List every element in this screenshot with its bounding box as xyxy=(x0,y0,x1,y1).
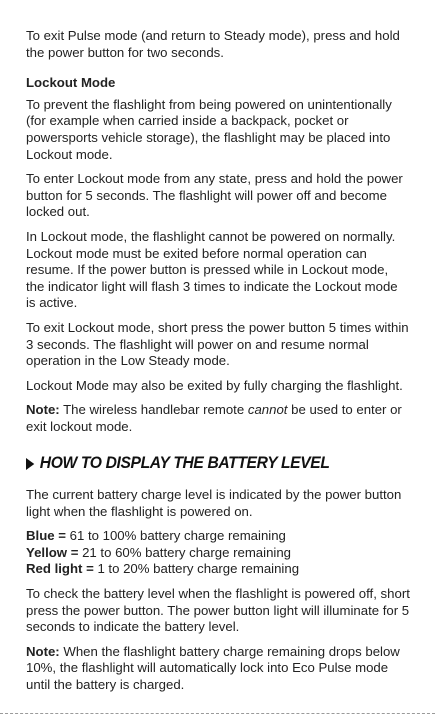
battery-note xyxy=(26,644,410,694)
lockout-paragraph-3: In Lockout mode, the flashlight cannot be powered on normally. Lockout mode must be exited before normal operation can resume. If the power button is pressed while in Lockout mode, the indicator light will flash 3 times to indicate the Lockout mode is active. xyxy=(26,228,398,311)
lockout-note-emphasis: cannot xyxy=(247,402,288,418)
battery-paragraph-1: The current battery charge level is indicated by the power button light when the flashlight is powered on. xyxy=(26,487,402,519)
lockout-note-text-2: be used to enter or exit lockout mode. xyxy=(26,402,402,434)
bottom-divider xyxy=(0,713,435,714)
battery-section-title-text: HOW TO DISPLAY THE BATTERY LEVEL xyxy=(39,453,330,473)
battery-paragraph-2: To check the battery level when the flashlight is powered off, short press the power button. The power button light will illuminate for 5 seconds to indicate the battery level. xyxy=(26,586,410,635)
pulse-exit-paragraph: To exit Pulse mode (and return to Steady mode), press and hold the power button for two seconds. xyxy=(26,28,400,60)
battery-level-yellow xyxy=(26,545,410,562)
lockout-note xyxy=(26,402,410,435)
battery-level-red xyxy=(26,561,410,578)
battery-level-list xyxy=(26,528,410,578)
manual-page xyxy=(26,28,410,702)
lockout-paragraph-4: To exit Lockout mode, short press the power button 5 times within 3 seconds. The flashlight will power on and resume normal operation in the Low Steady mode. xyxy=(26,319,409,369)
battery-level-text: 21 to 60% battery charge remaining xyxy=(82,544,292,560)
lockout-paragraph-2: To enter Lockout mode from any state, press and hold the power button for 5 seconds. The flashlight will power off and become locked out. xyxy=(26,171,403,220)
lockout-paragraph-1: To prevent the flashlight from being powered on unintentionally (for example when carried inside a backpack, pocket or powersports vehicle storage), the flashlight may be placed into Lockout mode. xyxy=(26,96,392,162)
battery-level-label: Red light = xyxy=(26,561,98,577)
battery-section-title xyxy=(26,455,379,472)
battery-level-label: Blue = xyxy=(26,528,70,544)
lockout-note-label: Note: xyxy=(26,402,60,418)
lockout-paragraph-5: Lockout Mode may also be exited by fully charging the flashlight. xyxy=(26,377,403,393)
battery-level-text: 61 to 100% battery charge remaining xyxy=(69,528,286,544)
battery-note-label: Note: xyxy=(26,643,60,659)
battery-level-label: Yellow = xyxy=(26,544,83,560)
lockout-heading: Lockout Mode xyxy=(26,75,116,91)
battery-level-text: 1 to 20% battery charge remaining xyxy=(97,561,300,577)
battery-note-text: When the flashlight battery charge remaining drops below 10%, the flashlight will automatically lock into Eco Pulse mode until the battery is charged. xyxy=(26,643,400,692)
lockout-note-text-1: The wireless handlebar remote xyxy=(59,402,248,418)
battery-level-blue xyxy=(26,528,410,545)
triangle-bullet-icon xyxy=(26,458,34,470)
